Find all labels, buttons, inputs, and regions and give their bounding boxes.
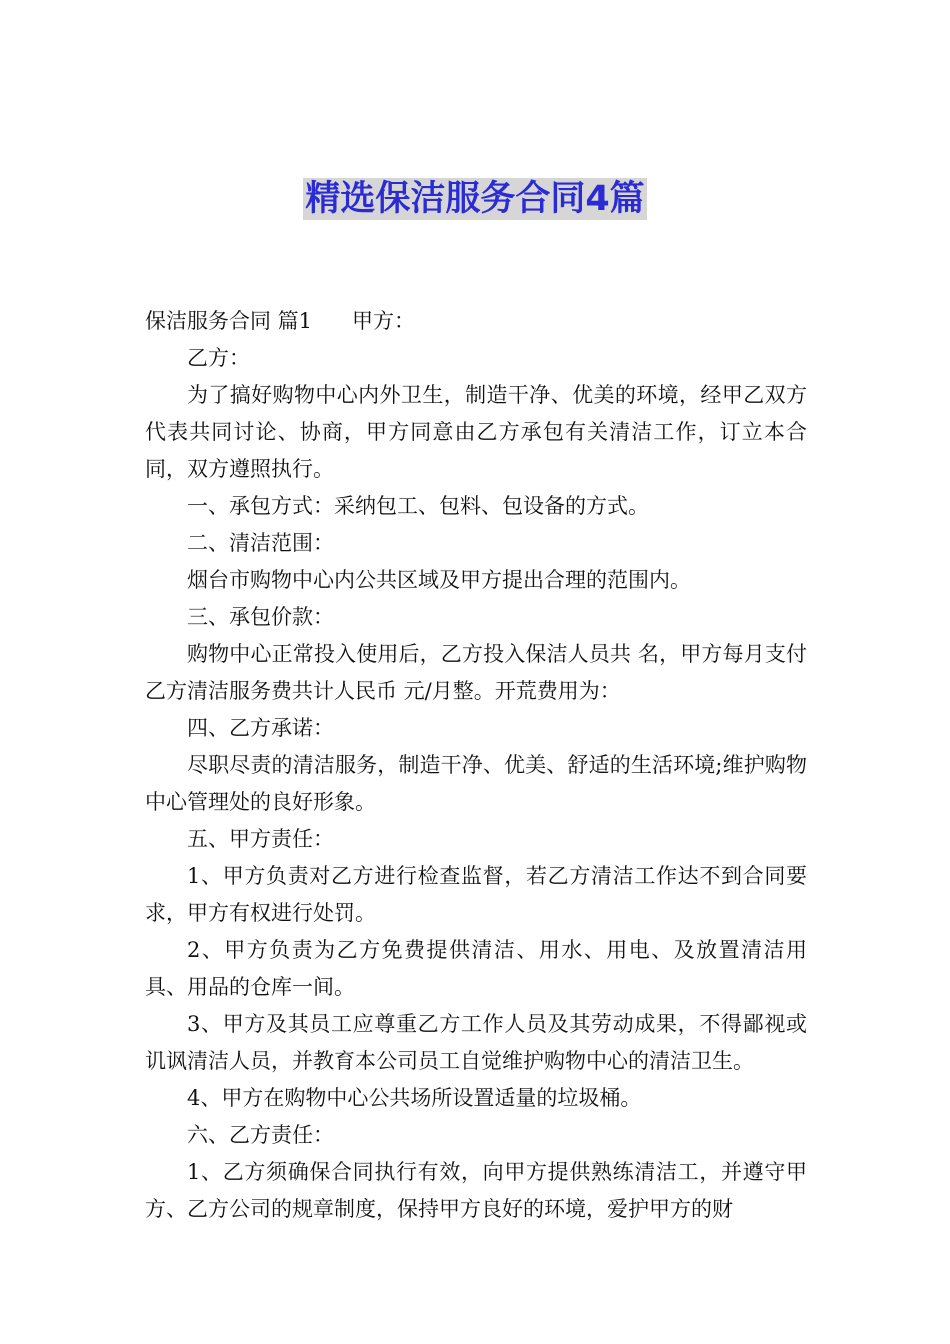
paragraph: 4、甲方在购物中心公共场所设置适量的垃圾桶。	[187, 1086, 642, 1110]
document-title: 精选保洁服务合同4篇	[305, 179, 645, 219]
paragraph: 六、乙方责任：	[187, 1123, 334, 1147]
paragraph: 五、甲方责任：	[187, 827, 334, 851]
paragraph: 1、甲方负责对乙方进行检查监督，若乙方清洁工作达不到合同要求，甲方有权进行处罚。	[145, 864, 807, 925]
paragraph: 乙方：	[187, 346, 250, 370]
paragraph: 二、清洁范围：	[187, 531, 334, 555]
paragraph: 3、甲方及其员工应尊重乙方工作人员及其劳动成果，不得鄙视或讥讽清洁人员，并教育本公司员工自觉维护购物中心的清洁卫生。	[145, 1012, 807, 1073]
paragraph: 一、承包方式：采纳包工、包料、包设备的方式。	[187, 494, 649, 518]
paragraph: 2、甲方负责为乙方免费提供清洁、用水、用电、及放置清洁用具、用品的仓库一间。	[145, 938, 807, 999]
paragraph: 烟台市购物中心内公共区域及甲方提出合理的范围内。	[187, 568, 691, 592]
paragraph: 1、乙方须确保合同执行有效，向甲方提供熟练清洁工，并遵守甲方、乙方公司的规章制度，保持甲方良好的环境，爱护甲方的财	[145, 1160, 807, 1221]
contract-heading-line	[145, 303, 807, 340]
paragraph: 购物中心正常投入使用后，乙方投入保洁人员共 名，甲方每月支付乙方清洁服务费共计人民币 元/月整。开荒费用为：	[145, 642, 807, 703]
contract-heading: 保洁服务合同 篇1	[145, 309, 313, 333]
paragraph: 四、乙方承诺：	[187, 716, 334, 740]
paragraph: 为了搞好购物中心内外卫生，制造干净、优美的环境，经甲乙双方代表共同讨论、协商，甲方同意由乙方承包有关清洁工作，订立本合同，双方遵照执行。	[145, 383, 807, 481]
document-title-row	[0, 178, 950, 227]
paragraph: 三、承包价款：	[187, 605, 334, 629]
paragraph: 尽职尽责的清洁服务，制造干净、优美、舒适的生活环境;维护购物中心管理处的良好形象。	[145, 753, 807, 814]
party-a-label: 甲方：	[352, 309, 416, 333]
document-body	[145, 303, 807, 1228]
